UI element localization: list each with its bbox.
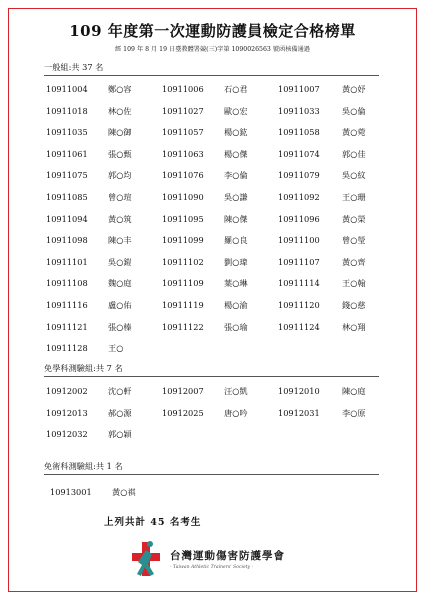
table-row bbox=[46, 214, 386, 236]
table-row bbox=[46, 170, 386, 192]
candidate-name: 黃○菀 bbox=[342, 127, 366, 138]
candidate-name: 唐○吟 bbox=[224, 407, 248, 418]
table-row bbox=[46, 192, 386, 214]
candidate-name: 王○珊 bbox=[342, 191, 366, 202]
candidate-id: 10912032 bbox=[46, 429, 88, 440]
candidate-id: 10911004 bbox=[46, 84, 88, 94]
candidate-id: 10911096 bbox=[278, 213, 320, 224]
section-divider bbox=[44, 474, 379, 475]
candidate-name: 黃○祺 bbox=[112, 487, 136, 497]
candidate-id: 10911109 bbox=[162, 278, 204, 289]
candidate-name: 羅○良 bbox=[224, 235, 248, 246]
candidate-name: 林○佐 bbox=[108, 105, 132, 116]
candidate-name: 楊○傑 bbox=[224, 148, 248, 159]
candidate-id: 10911122 bbox=[162, 321, 204, 332]
candidate-id: 10911076 bbox=[162, 170, 204, 181]
candidate-name: 盧○佑 bbox=[108, 299, 132, 310]
candidate-name: 黃○筑 bbox=[108, 213, 132, 224]
results-grid-no-practical bbox=[50, 487, 390, 509]
candidate-id: 10912010 bbox=[278, 386, 320, 396]
candidate-name: 劉○瑋 bbox=[224, 256, 248, 267]
candidate-id: 10911100 bbox=[278, 235, 320, 246]
candidate-id: 10911007 bbox=[278, 84, 320, 94]
candidate-id: 10911057 bbox=[162, 127, 204, 138]
candidate-id: 10911079 bbox=[278, 170, 320, 181]
candidate-name: 陳○傑 bbox=[224, 213, 248, 224]
candidate-name: 張○瑜 bbox=[224, 321, 248, 332]
candidate-name: 吳○謙 bbox=[224, 191, 248, 202]
candidate-name: 石○君 bbox=[224, 84, 248, 94]
candidate-name: 楊○鈜 bbox=[224, 127, 248, 138]
candidate-name: 王○翰 bbox=[342, 278, 366, 289]
candidate-name: 張○甄 bbox=[108, 148, 132, 159]
candidate-name: 曾○瑩 bbox=[342, 235, 366, 246]
table-row bbox=[46, 300, 386, 322]
candidate-id: 10911090 bbox=[162, 191, 204, 202]
candidate-id: 10911124 bbox=[278, 321, 320, 332]
candidate-id: 10911058 bbox=[278, 127, 320, 138]
candidate-id: 10911099 bbox=[162, 235, 204, 246]
logo-mark-text: TATS bbox=[139, 577, 153, 582]
candidate-name: 錢○慈 bbox=[342, 299, 366, 310]
society-name: 台灣運動傷害防護學會 bbox=[170, 550, 285, 562]
candidate-name: 曾○瑄 bbox=[108, 191, 132, 202]
society-logo bbox=[124, 538, 324, 582]
candidate-id: 10913001 bbox=[50, 487, 92, 497]
candidate-id: 10911027 bbox=[162, 105, 204, 116]
table-row bbox=[46, 386, 386, 408]
candidate-id: 10911098 bbox=[46, 235, 88, 246]
section-divider bbox=[44, 75, 379, 76]
candidate-id: 10911102 bbox=[162, 256, 204, 267]
section-title-general: 一般組:共 37 名 bbox=[44, 62, 104, 72]
candidate-id: 10911035 bbox=[46, 127, 88, 138]
table-row bbox=[46, 408, 386, 430]
candidate-name: 吳○紋 bbox=[342, 170, 366, 181]
tats-emblem-icon bbox=[130, 538, 162, 582]
table-row bbox=[46, 429, 386, 451]
candidate-name: 葉○琳 bbox=[224, 278, 248, 289]
table-row bbox=[46, 278, 386, 300]
table-row bbox=[50, 487, 390, 509]
candidate-id: 10911061 bbox=[46, 148, 88, 159]
candidate-name: 陳○御 bbox=[108, 127, 132, 138]
section-divider bbox=[44, 376, 379, 377]
approval-note: 經 109 年 8 月 19 日臺教體署競(三)字第 1090026563 號函核備通過 bbox=[115, 46, 310, 53]
candidate-id: 10911101 bbox=[46, 256, 88, 267]
candidate-name: 郝○源 bbox=[108, 407, 132, 418]
candidate-id: 10911116 bbox=[46, 299, 88, 310]
candidate-id: 10911018 bbox=[46, 105, 88, 116]
candidate-name: 郭○均 bbox=[108, 170, 132, 181]
candidate-name: 李○原 bbox=[342, 407, 366, 418]
candidate-name: 陳○丰 bbox=[108, 235, 132, 246]
table-row bbox=[46, 106, 386, 128]
candidate-name: 歐○宏 bbox=[224, 105, 248, 116]
society-name-english: - Taiwan Athletic Trainers' Society - bbox=[170, 565, 254, 570]
table-row bbox=[46, 322, 386, 344]
candidate-id: 10911114 bbox=[278, 278, 320, 289]
candidate-name: 李○倫 bbox=[224, 170, 248, 181]
candidate-id: 10911095 bbox=[162, 213, 204, 224]
total-count: 上列共計 45 名考生 bbox=[104, 517, 202, 528]
candidate-id: 10912002 bbox=[46, 386, 88, 396]
section-title-no-written: 免學科測驗組:共 7 名 bbox=[44, 363, 123, 373]
table-row bbox=[46, 149, 386, 171]
table-row bbox=[46, 343, 386, 365]
candidate-id: 10911119 bbox=[162, 299, 204, 310]
candidate-id: 10911128 bbox=[46, 343, 88, 354]
results-grid-no-written bbox=[46, 386, 386, 451]
candidate-id: 10911107 bbox=[278, 256, 320, 267]
candidate-id: 10911092 bbox=[278, 191, 320, 202]
table-row bbox=[46, 235, 386, 257]
candidate-id: 10911063 bbox=[162, 148, 204, 159]
table-row bbox=[46, 127, 386, 149]
candidate-id: 10911094 bbox=[46, 213, 88, 224]
candidate-id: 10911121 bbox=[46, 321, 88, 332]
candidate-name: 沈○軒 bbox=[108, 386, 132, 396]
page-title: 109 年度第一次運動防護員檢定合格榜單 bbox=[69, 22, 356, 40]
results-grid-general bbox=[46, 84, 386, 365]
candidate-name: 黃○榮 bbox=[342, 213, 366, 224]
candidate-id: 10912025 bbox=[162, 407, 204, 418]
candidate-name: 王○ bbox=[108, 343, 124, 354]
candidate-id: 10911085 bbox=[46, 191, 88, 202]
candidate-id: 10911074 bbox=[278, 148, 320, 159]
candidate-name: 陳○庭 bbox=[342, 386, 366, 396]
candidate-name: 郭○穎 bbox=[108, 429, 132, 440]
candidate-id: 10912007 bbox=[162, 386, 204, 396]
table-row bbox=[46, 84, 386, 106]
candidate-name: 林○翔 bbox=[342, 321, 366, 332]
candidate-id: 10911075 bbox=[46, 170, 88, 181]
candidate-name: 張○榛 bbox=[108, 321, 132, 332]
candidate-name: 魏○庭 bbox=[108, 278, 132, 289]
candidate-name: 汪○凱 bbox=[224, 386, 248, 396]
table-row bbox=[46, 257, 386, 279]
candidate-id: 10911120 bbox=[278, 299, 320, 310]
candidate-id: 10911006 bbox=[162, 84, 204, 94]
candidate-name: 楊○渝 bbox=[224, 299, 248, 310]
candidate-name: 郭○佳 bbox=[342, 148, 366, 159]
section-title-no-practical: 免術科測驗組:共 1 名 bbox=[44, 461, 123, 471]
candidate-id: 10911033 bbox=[278, 105, 320, 116]
candidate-name: 黃○妤 bbox=[342, 84, 366, 94]
candidate-id: 10912031 bbox=[278, 407, 320, 418]
candidate-id: 10911108 bbox=[46, 278, 88, 289]
candidate-name: 吳○鎧 bbox=[108, 256, 132, 267]
candidate-id: 10912013 bbox=[46, 407, 88, 418]
candidate-name: 黃○齊 bbox=[342, 256, 366, 267]
candidate-name: 鄭○容 bbox=[108, 84, 132, 94]
candidate-name: 吳○倫 bbox=[342, 105, 366, 116]
